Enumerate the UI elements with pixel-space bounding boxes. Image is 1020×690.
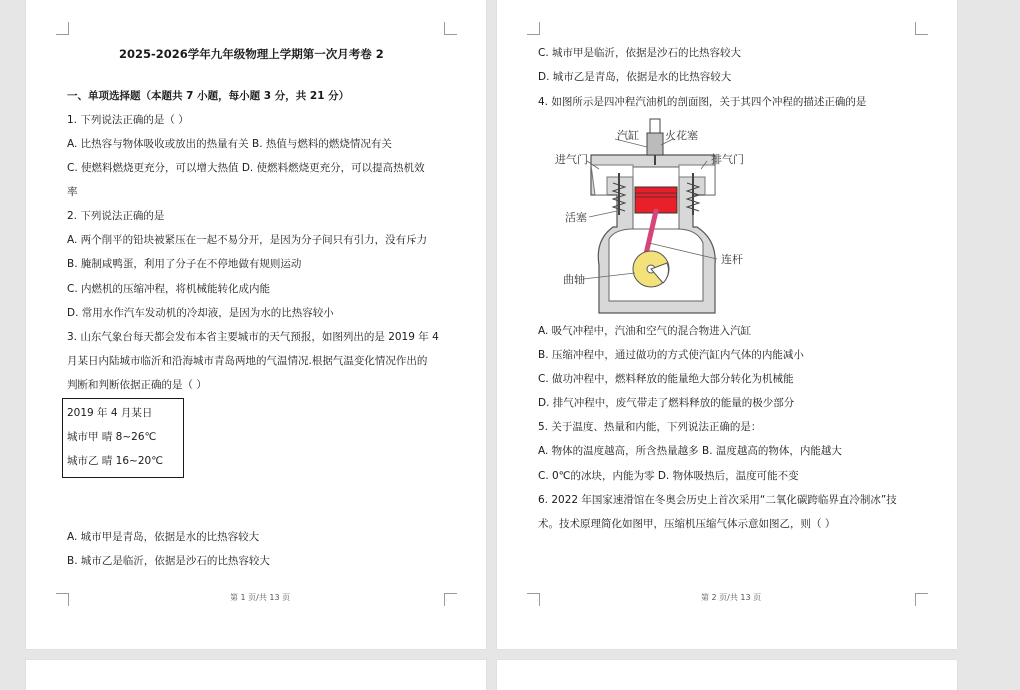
document-page-1 bbox=[26, 0, 486, 649]
q6-stem-line1: 6. 2022 年国家速滑馆在冬奥会历史上首次采用“二氧化碳跨临界直冷制冰”技 bbox=[538, 494, 897, 506]
document-page-4-partial bbox=[497, 660, 957, 690]
q3-stem-line1: 3. 山东气象台每天都会发布本省主要城市的天气预报，如图列出的是 2019 年 4 bbox=[67, 331, 439, 343]
crop-mark bbox=[915, 22, 928, 35]
spark-plug-body bbox=[647, 133, 663, 155]
q4-option-d: D. 排气冲程中，废气带走了燃料释放的能量的极少部分 bbox=[538, 397, 795, 409]
crop-mark bbox=[527, 22, 540, 35]
exam-title: 2025-2026学年九年级物理上学期第一次月考卷 2 bbox=[119, 47, 384, 61]
q3-option-d: D. 城市乙是青岛，依据是水的比热容较大 bbox=[538, 71, 732, 83]
weather-city-b: 城市乙 晴 16~20℃ bbox=[67, 455, 163, 467]
page-footer: 第 2 页/共 13 页 bbox=[701, 593, 762, 602]
weather-city-a: 城市甲 晴 8~26℃ bbox=[67, 431, 157, 443]
q1-options-ab: A. 比热容与物体吸收或放出的热量有关 B. 热值与燃料的燃烧情况有关 bbox=[67, 138, 392, 150]
q3-option-a: A. 城市甲是青岛，依据是水的比热容较大 bbox=[67, 531, 260, 543]
crop-mark bbox=[56, 593, 69, 606]
q3-option-b: B. 城市乙是临沂，依据是沙石的比热容较大 bbox=[67, 555, 270, 567]
weather-date: 2019 年 4 月某日 bbox=[67, 407, 153, 419]
crop-mark bbox=[444, 593, 457, 606]
engine-cross-section-diagram bbox=[555, 115, 755, 320]
q2-option-b: B. 腌制咸鸭蛋，利用了分子在不停地做有规则运动 bbox=[67, 258, 302, 270]
crop-mark bbox=[527, 593, 540, 606]
label-crankshaft: 曲轴 bbox=[563, 273, 585, 286]
label-piston: 活塞 bbox=[565, 211, 587, 224]
crop-mark bbox=[56, 22, 69, 35]
q4-option-c: C. 做功冲程中，燃料释放的能量绝大部分转化为机械能 bbox=[538, 373, 794, 385]
spark-plug-top bbox=[650, 119, 660, 133]
q3-stem-line3: 判断和判断依据正确的是（ ） bbox=[67, 379, 207, 391]
label-exhaust-valve: 排气门 bbox=[711, 153, 744, 166]
crop-mark bbox=[444, 22, 457, 35]
label-connecting-rod: 连杆 bbox=[721, 253, 743, 266]
q5-options-cd: C. 0℃的冰块，内能为零 D. 物体吸热后，温度可能不变 bbox=[538, 470, 799, 482]
document-page-3-partial bbox=[26, 660, 486, 690]
q2-option-a: A. 两个削平的铅块被紧压在一起不易分开，是因为分子间只有引力，没有斥力 bbox=[67, 234, 428, 246]
weather-info-box bbox=[62, 398, 184, 478]
label-intake-valve: 进气门 bbox=[555, 153, 588, 166]
q4-stem: 4. 如图所示是四冲程汽油机的剖面图，关于其四个冲程的描述正确的是 bbox=[538, 96, 867, 108]
q6-stem-line2: 术。技术原理简化如图甲，压缩机压缩气体示意如图乙，则（ ） bbox=[538, 518, 836, 530]
crop-mark bbox=[915, 593, 928, 606]
q5-options-ab: A. 物体的温度越高，所含热量越多 B. 温度越高的物体，内能越大 bbox=[538, 445, 842, 457]
q4-option-b: B. 压缩冲程中，通过做功的方式使汽缸内气体的内能减小 bbox=[538, 349, 804, 361]
q4-option-a: A. 吸气冲程中，汽油和空气的混合物进入汽缸 bbox=[538, 325, 752, 337]
label-spark-plug: 火花塞 bbox=[665, 129, 698, 142]
q2-option-d: D. 常用水作汽车发动机的冷却液，是因为水的比热容较小 bbox=[67, 307, 334, 319]
leader-line bbox=[589, 211, 617, 217]
q3-option-c: C. 城市甲是临沂，依据是沙石的比热容较大 bbox=[538, 47, 742, 59]
page-footer: 第 1 页/共 13 页 bbox=[230, 593, 291, 602]
q1-options-cd-cont: 率 bbox=[67, 186, 78, 198]
q2-option-c: C. 内燃机的压缩冲程，将机械能转化成内能 bbox=[67, 283, 271, 295]
q5-stem: 5. 关于温度、热量和内能，下列说法正确的是： bbox=[538, 421, 762, 433]
label-cylinder: 汽缸 bbox=[617, 129, 639, 142]
q1-stem: 1. 下列说法正确的是（ ） bbox=[67, 114, 189, 126]
document-page-2 bbox=[497, 0, 957, 649]
q1-options-cd: C. 使燃料燃烧更充分，可以增大热值 D. 使燃料燃烧更充分，可以提高热机效 bbox=[67, 162, 425, 174]
section-heading: 一、单项选择题（本题共 7 小题，每小题 3 分，共 21 分） bbox=[67, 90, 350, 102]
q2-stem: 2. 下列说法正确的是 bbox=[67, 210, 165, 222]
q3-stem-line2: 月某日内陆城市临沂和沿海城市青岛两地的气温情况.根据气温变化情况作出的 bbox=[67, 355, 428, 367]
